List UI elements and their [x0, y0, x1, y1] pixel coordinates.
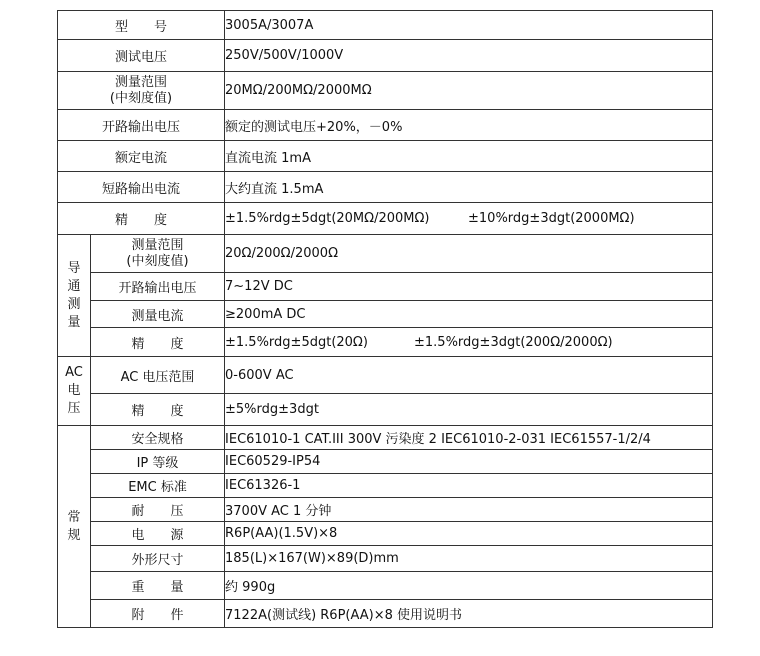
- row-label: [91, 235, 225, 273]
- row-value: 大约直流 1.5mA: [225, 172, 713, 203]
- row-label: 开路输出电压: [58, 110, 225, 141]
- row-label: 测量电流: [91, 301, 225, 328]
- row-value: 0-600V AC: [225, 357, 713, 394]
- group-char: AC: [65, 365, 83, 380]
- row-label: [58, 72, 225, 110]
- spec-row-acv-accuracy: [58, 394, 713, 426]
- row-label: 精 度: [91, 394, 225, 426]
- spec-row-test-voltage: [58, 40, 713, 72]
- spec-row-rated-current: [58, 141, 713, 172]
- row-value: IEC61326-1: [225, 474, 713, 498]
- spec-row-model: [58, 11, 713, 40]
- group-char: 电: [67, 383, 81, 398]
- group-char: 常: [67, 509, 81, 525]
- group-char: 量: [67, 314, 81, 330]
- row-value: 约 990g: [225, 572, 713, 600]
- spec-row-cont-open-voltage: [58, 273, 713, 301]
- row-value-a: ±1.5%rdg±5dgt(20MΩ/200MΩ): [225, 211, 430, 226]
- row-label: 短路输出电流: [58, 172, 225, 203]
- group-label-common: [58, 426, 91, 628]
- row-label: 精 度: [58, 203, 225, 235]
- row-value-a: ±1.5%rdg±5dgt(20Ω): [225, 334, 368, 350]
- row-label: 精 度: [91, 328, 225, 357]
- group-char: 压: [67, 401, 81, 416]
- row-value: 7~12V DC: [225, 273, 713, 301]
- spec-row-withstand: [58, 498, 713, 522]
- row-value: [225, 328, 713, 357]
- group-char: 规: [67, 527, 81, 543]
- row-value-b: ±1.5%rdg±3dgt(200Ω/2000Ω): [414, 334, 613, 350]
- row-label-line2: (中刻度值): [109, 90, 173, 106]
- row-value: 185(L)×167(W)×89(D)mm: [225, 546, 713, 572]
- row-value: 3700V AC 1 分钟: [225, 498, 713, 522]
- row-label: 耐 压: [91, 498, 225, 522]
- row-value: IEC60529-IP54: [225, 450, 713, 474]
- spec-row-safety: [58, 426, 713, 450]
- row-label: 外形尺寸: [91, 546, 225, 572]
- group-char: 导: [67, 260, 81, 276]
- row-value: 250V/500V/1000V: [225, 40, 713, 72]
- row-value: 20Ω/200Ω/2000Ω: [225, 235, 713, 273]
- spec-row-accuracy: [58, 203, 713, 235]
- row-value: [225, 203, 713, 235]
- row-label-line1: 测量范围: [131, 237, 184, 253]
- spec-row-acv-range: [58, 357, 713, 394]
- row-label: 额定电流: [58, 141, 225, 172]
- spec-row-cont-accuracy: [58, 328, 713, 357]
- spec-row-open-voltage: [58, 110, 713, 141]
- spec-row-cont-range: [58, 235, 713, 273]
- spec-row-range: [58, 72, 713, 110]
- group-label-continuity: [58, 235, 91, 357]
- group-char: 测: [67, 296, 81, 312]
- row-label: 型 号: [58, 11, 225, 40]
- row-label: EMC 标准: [91, 474, 225, 498]
- row-label: IP 等级: [91, 450, 225, 474]
- spec-table: [57, 10, 713, 628]
- spec-row-weight: [58, 572, 713, 600]
- spec-row-emc: [58, 474, 713, 498]
- row-label: 测试电压: [58, 40, 225, 72]
- row-value: 3005A/3007A: [225, 11, 713, 40]
- row-label: AC 电压范围: [91, 357, 225, 394]
- row-label: 电 源: [91, 522, 225, 546]
- row-label-line2: (中刻度值): [126, 253, 189, 269]
- spec-row-accessories: [58, 600, 713, 628]
- row-value: 额定的测试电压+20%，－0%: [225, 110, 713, 141]
- row-value: IEC61010-1 CAT.III 300V 污染度 2 IEC61010-2-031 IEC61557-1/2/4: [225, 426, 713, 450]
- row-value: 直流电流 1mA: [225, 141, 713, 172]
- row-value: 7122A(测试线) R6P(AA)×8 使用说明书: [225, 600, 713, 628]
- row-label: 安全规格: [91, 426, 225, 450]
- row-value: R6P(AA)(1.5V)×8: [225, 522, 713, 546]
- row-label: 附 件: [91, 600, 225, 628]
- row-label: 开路输出电压: [91, 273, 225, 301]
- row-label-line1: 测量范围: [115, 74, 168, 90]
- row-value: ≥200mA DC: [225, 301, 713, 328]
- row-value: ±5%rdg±3dgt: [225, 394, 713, 426]
- spec-row-ip: [58, 450, 713, 474]
- spec-row-power: [58, 522, 713, 546]
- spec-row-cont-current: [58, 301, 713, 328]
- group-char: 通: [67, 278, 81, 294]
- row-value-b: ±10%rdg±3dgt(2000MΩ): [468, 211, 635, 226]
- group-label-acv: [58, 357, 91, 426]
- row-value: 20MΩ/200MΩ/2000MΩ: [225, 72, 713, 110]
- spec-row-short-current: [58, 172, 713, 203]
- spec-row-dimensions: [58, 546, 713, 572]
- row-label: 重 量: [91, 572, 225, 600]
